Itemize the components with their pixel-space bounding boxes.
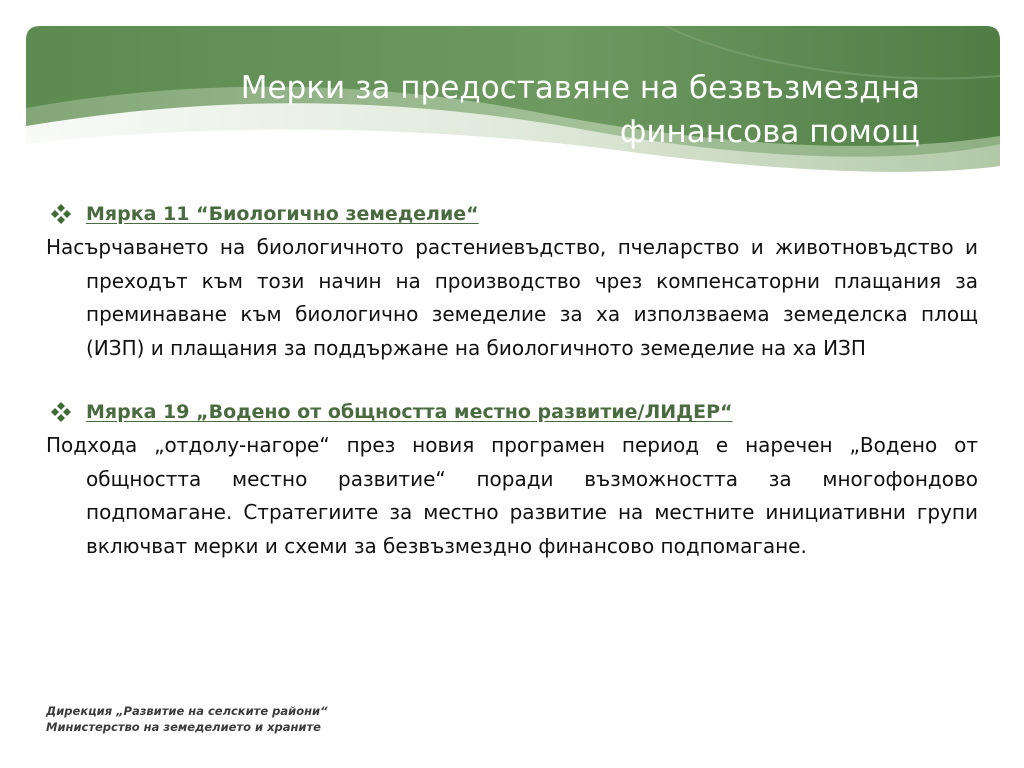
measure-19-heading: Мярка 19 „Водено от общността местно развитие/ЛИДЕР“ [86,401,733,423]
measure-11-heading: Мярка 11 “Биологично земеделие“ [86,203,479,225]
slide-title-line-2: финансова помощ [619,114,920,150]
measure-heading-row [46,395,978,429]
footer-directorate: Дирекция „Развитие на селските райони“ [46,704,328,718]
diamond-bullet-icon [50,401,72,423]
title-banner [26,26,1000,176]
measure-heading-row [46,197,978,231]
measure-19-text: Подхода „отдолу-нагоре“ през новия програмен период е наречен „Водено от общността местно развитие“ поради възможността за многофондово подпомагане. Стратегиите за местно развитие на местните инициативни групи включват мерки и схеми за безвъзмездно финансово подпомагане. [46,433,978,558]
slide-title [160,66,920,154]
footer [46,703,328,735]
slide-content [46,197,978,563]
diamond-bullet-icon [50,203,72,225]
measure-11-text: Насърчаването на биологичното растениевъдство, пчеларство и животновъдство и преходът към този начин на производство чрез компенсаторни плащания за преминаване към биологично земеделие за ха използваема земеделска площ (ИЗП) и плащания за поддържане на биологичното земеделие на ха ИЗП [46,235,978,360]
slide-title-line-1: Мерки за предоставяне на безвъзмездна [240,70,920,106]
footer-ministry: Министерство на земеделието и храните [46,720,321,734]
